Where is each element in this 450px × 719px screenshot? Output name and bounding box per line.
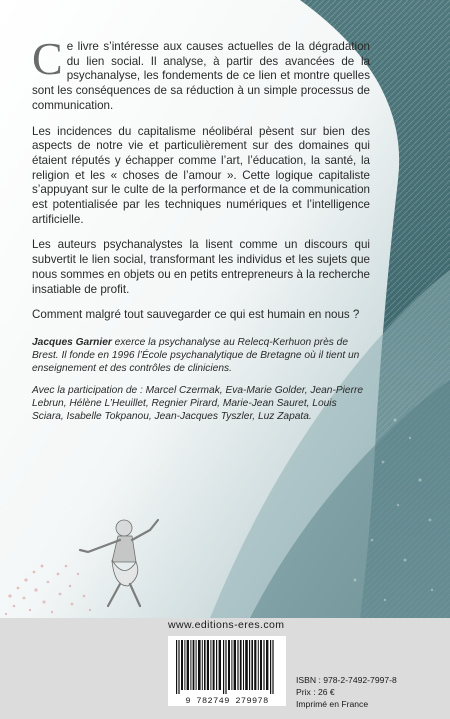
summary-paragraph-2: Les incidences du capitalisme néolibéral pèsent sur bien des aspects de notre vie et particulièrement sur des domaines qui étaient réputés y échapper comme l’art, l’éducation, la santé, la religion et les « choses de l’amour ». Cette logique capitaliste s’appuyant sur le culte de la performance et de la communication est potentialisée par les techniques numériques et l’intelligence artificielle. — [32, 124, 370, 226]
printed-in-text: Imprimé en France — [296, 699, 369, 709]
summary-paragraph-1-text: e livre s’intéresse aux causes actuelles de la dégradation du lien social. Il analyse, à partir des avancées de la psychanalyse, les fondements de ce lien et montre quelles sont les conséquences de sa réduction à un simple processus de communication. — [32, 40, 370, 112]
barcode-bars — [168, 636, 286, 696]
summary-paragraph-3: Les auteurs psychanalystes la lisent comme un discours qui subvertit le lien social, transformant les individus et les sujets que nous sommes en objets ou en petits entrepreneurs à la recherche insatiable de profit. — [32, 238, 370, 296]
drop-cap-letter: C — [32, 33, 63, 84]
back-cover-text — [32, 33, 370, 423]
summary-paragraph-1 — [32, 33, 370, 114]
author-name: Jacques Garnier — [32, 336, 112, 348]
author-bio-text: exerce la psychanalyse au Relecq-Kerhuon près de Brest. Il fonde en 1996 l’École psychanalytique de Bretagne où il tient un enseignement et des contrôles de cliniciens. — [32, 336, 360, 375]
author-bio — [32, 336, 370, 376]
book-info — [296, 674, 397, 710]
contributors-list: Avec la participation de : Marcel Czermak, Eva-Marie Golder, Jean-Pierre Lebrun, Hélène L’Heuillet, Regnier Pirard, Marie-Jean Sauret, Louis Sciara, Isabelle Tokpanou, Jean-Jacques Tyszler, Luz Zapata. — [32, 384, 364, 422]
isbn-text: ISBN : 978-2-7492-7997-8 — [296, 675, 397, 685]
price-text: Prix : 26 € — [296, 687, 335, 697]
closing-question: Comment malgré tout sauvegarder ce qui est humain en nous ? — [32, 308, 360, 322]
barcode-number: 9 782749 279978 — [168, 696, 286, 706]
publisher-website: www.editions-eres.com — [168, 619, 285, 631]
